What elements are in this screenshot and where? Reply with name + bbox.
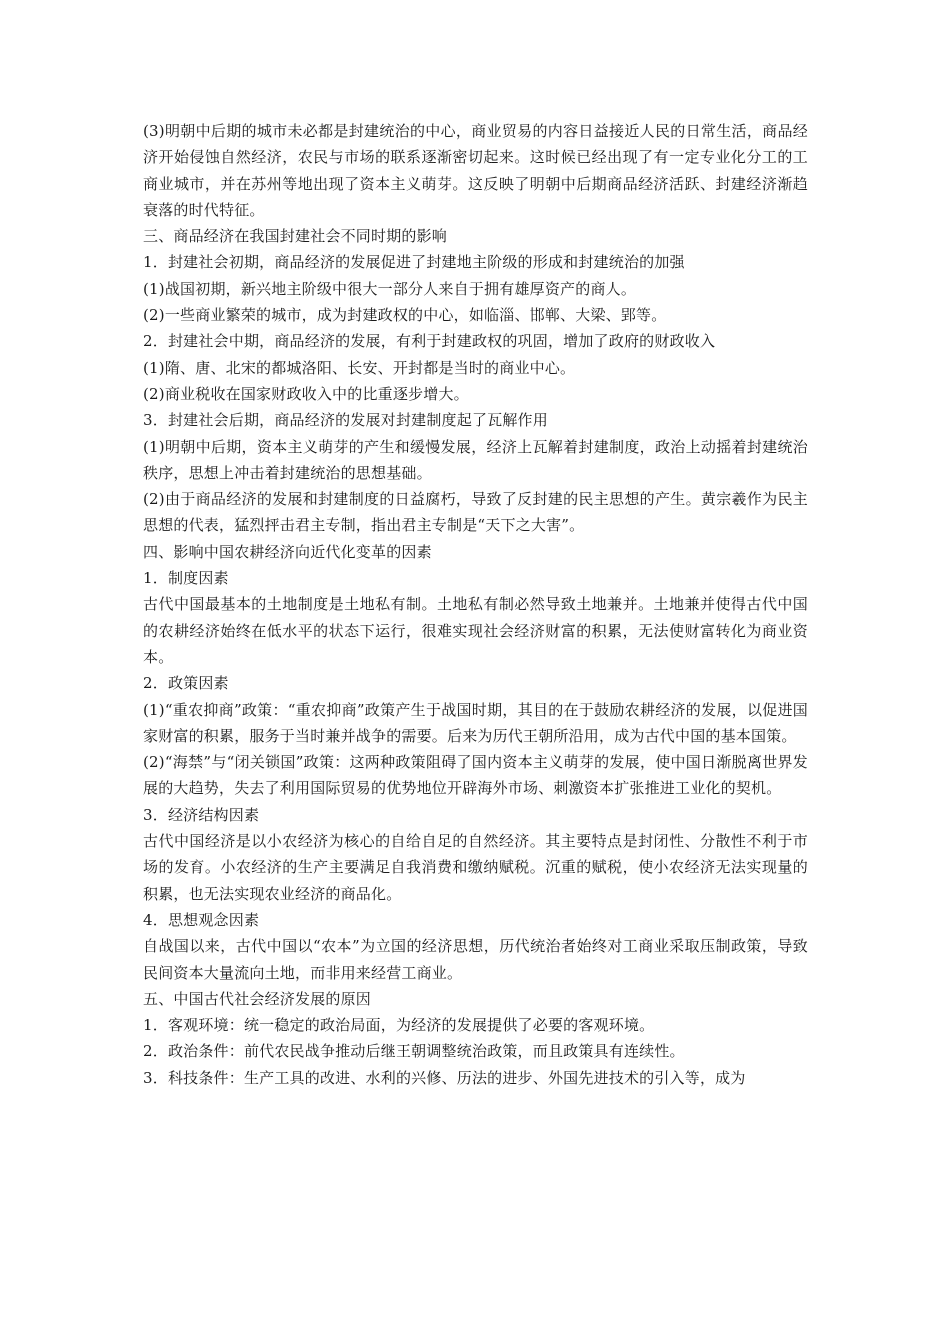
list-item: (1)战国初期，新兴地主阶级中很大一部分人来自于拥有雄厚资产的商人。 — [143, 279, 637, 298]
document-body — [143, 118, 808, 1091]
list-item: (2)商业税收在国家财政收入中的比重逐步增大。 — [143, 384, 469, 403]
subheading: 2．政策因素 — [143, 674, 229, 693]
paragraph: 古代中国最基本的土地制度是土地私有制。土地私有制必然导致土地兼并。土地兼并使得古代中国的农耕经济始终在低水平的状态下运行，很难实现社会经济财富的积累，无法使财富转化为商业资本。 — [143, 595, 808, 666]
list-item: 1．客观环境：统一稳定的政治局面，为经济的发展提供了必要的客观环境。 — [143, 1016, 655, 1035]
list-item: (1)隋、唐、北宋的都城洛阳、长安、开封都是当时的商业中心。 — [143, 358, 576, 377]
list-item: (2)由于商品经济的发展和封建制度的日益腐朽，导致了反封建的民主思想的产生。黄宗羲作为民主思想的代表，猛烈抨击君主专制，指出君主专制是“天下之大害”。 — [143, 490, 808, 535]
paragraph: 古代中国经济是以小农经济为核心的自给自足的自然经济。其主要特点是封闭性、分散性不利于市场的发育。小农经济的生产主要满足自我消费和缴纳赋税。沉重的赋税，使小农经济无法实现量的积累，也无法实现农业经济的商品化。 — [143, 832, 808, 903]
list-item: (1)“重农抑商”政策：“重农抑商”政策产生于战国时期，其目的在于鼓励农耕经济的发展，以促进国家财富的积累，服务于当时兼并战争的需要。后来为历代王朝所沿用，成为古代中国的基本国策。 — [143, 700, 808, 745]
subheading: 3．经济结构因素 — [143, 805, 260, 824]
list-item: 3．封建社会后期，商品经济的发展对封建制度起了瓦解作用 — [143, 411, 548, 430]
list-item: 3．科技条件：生产工具的改进、水利的兴修、历法的进步、外国先进技术的引入等，成为 — [143, 1068, 746, 1087]
list-item: (2)一些商业繁荣的城市，成为封建政权的中心，如临淄、邯郸、大梁、郢等。 — [143, 306, 667, 325]
paragraph-ming-cities: (3)明朝中后期的城市未必都是封建统治的中心，商业贸易的内容日益接近人民的日常生活，商品经济开始侵蚀自然经济，农民与市场的联系逐渐密切起来。这时候已经出现了有一定专业化分工的工商业城市，并在苏州等地出现了资本主义萌芽。这反映了明朝中后期商品经济活跃、封建经济渐趋衰落的时代特征。 — [143, 122, 808, 219]
list-item: 2．封建社会中期，商品经济的发展，有利于封建政权的巩固，增加了政府的财政收入 — [143, 332, 716, 351]
subheading: 1．制度因素 — [143, 569, 229, 588]
list-item: 2．政治条件：前代农民战争推动后继王朝调整统治政策，而且政策具有连续性。 — [143, 1042, 685, 1061]
section-heading-5: 五、中国古代社会经济发展的原因 — [143, 989, 372, 1008]
list-item: 1．封建社会初期，商品经济的发展促进了封建地主阶级的形成和封建统治的加强 — [143, 253, 685, 272]
list-item: (1)明朝中后期，资本主义萌芽的产生和缓慢发展，经济上瓦解着封建制度，政治上动摇着封建统治秩序，思想上冲击着封建统治的思想基础。 — [143, 437, 808, 482]
subheading: 4．思想观念因素 — [143, 910, 260, 929]
paragraph: 自战国以来，古代中国以“农本”为立国的经济思想，历代统治者始终对工商业采取压制政策，导致民间资本大量流向土地，而非用来经营工商业。 — [143, 937, 808, 982]
list-item: (2)“海禁”与“闭关锁国”政策：这两种政策阻碍了国内资本主义萌芽的发展，使中国日渐脱离世界发展的大趋势，失去了利用国际贸易的优势地位开辟海外市场、刺激资本扩张推进工业化的契机。 — [143, 753, 808, 798]
section-heading-3: 三、商品经济在我国封建社会不同时期的影响 — [143, 227, 448, 246]
section-heading-4: 四、影响中国农耕经济向近代化变革的因素 — [143, 542, 432, 561]
